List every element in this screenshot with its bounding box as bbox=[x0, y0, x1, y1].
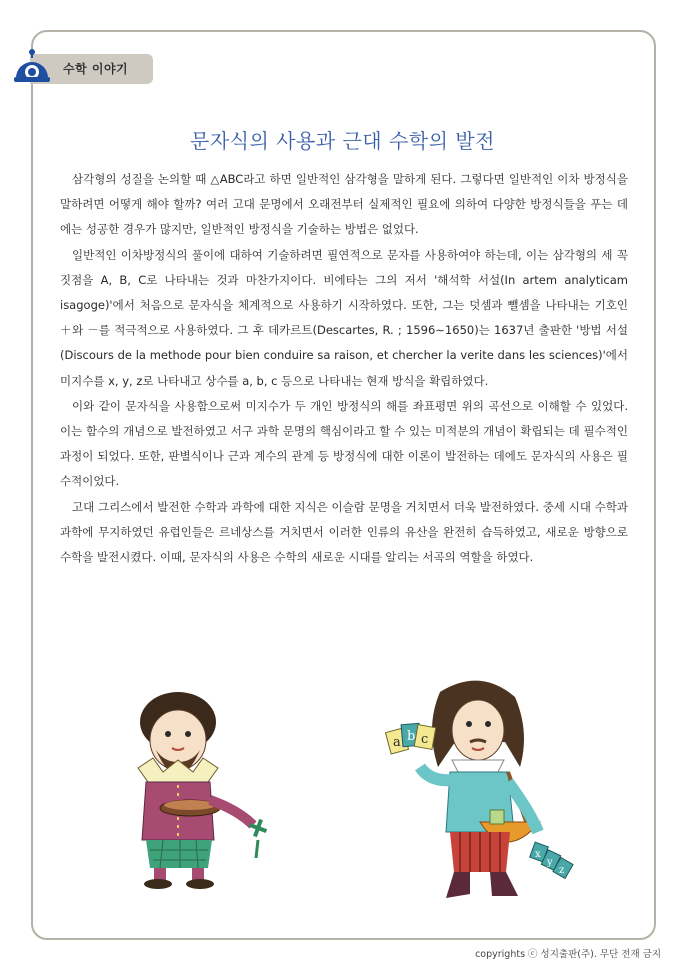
card-letter-x: x bbox=[535, 849, 541, 860]
robot-mascot-icon bbox=[12, 48, 52, 88]
card-letter-a: a bbox=[393, 735, 401, 750]
page-title: 문자식의 사용과 근대 수학의 발전 bbox=[190, 129, 495, 153]
card-letter-c: c bbox=[421, 732, 429, 747]
paragraph-3: 이와 같이 문자식을 사용함으로써 미지수가 두 개인 방정식의 해를 좌표평면 위의 곡선으로 이해할 수 있었다. 이는 함수의 개념으로 발전하였고 서구 과학 문명의 핵심이라고 할 수 있는 미적분의 개념이 확립되는 데 필수적인 과정이 되었다. 또한, 판별식이나 근과 계수의 관계 등 방정식에 대한 이론이 발전하는 데에도 문자식의 사용은 필수적이었다. bbox=[60, 398, 628, 489]
article-body bbox=[60, 167, 628, 570]
paragraph-1: 삼각형의 성질을 논의할 때 △ABC라고 하면 일반적인 삼각형을 말하게 된다. 그렇다면 일반적인 이차 방정식을 말하려면 어떻게 해야 할까? 여러 고대 문명에서 오래전부터 실제적인 필요에 의하여 다양한 방정식들을 푸는 데에는 성공한 경우가 많지만, 일반적인 방정식을 기술하는 방법은 없었다. bbox=[60, 172, 628, 237]
card-letter-z: z bbox=[559, 865, 565, 876]
paragraph-4: 고대 그리스에서 발전한 수학과 과학에 대한 지식은 이슬람 문명을 거치면서 더욱 발전하였다. 중세 시대 수학과 과학에 무지하였던 유럽인들은 르네상스를 거치면서 이러한 인류의 유산을 완전히 습득하였고, 새로운 방향으로 수학을 발전시켰다. 이때, 문자식의 사용은 수학의 새로운 시대를 알리는 서곡의 역할을 하였다. bbox=[60, 499, 628, 565]
descartes-illustration bbox=[380, 672, 580, 907]
paragraph-2: 일반적인 이차방정식의 풀이에 대하여 기술하려면 필연적으로 문자를 사용하여야 하는데, 이는 삼각형의 세 꼭짓점을 A, B, C로 나타내는 것과 마찬가지이다. 비에타는 그의 저서 '해석학 서설(In artem analyticam isagoge)'에서 처음으로 문자식을 체계적으로 사용하기 시작하였다. 또한, 그는 덧셈과 뺄셈을 나타내는 기호인 ＋와 －를 적극적으로 사용하였다. 그 후 데카르트(Descartes, R. ; 1596∼1650)는 1637년 출판한 '방법 서설(Discours de la methode pour bien conduire sa raison, et chercher la verite dans les sciences)'에서 미지수를 x, y, z로 나타내고 상수를 a, b, c 등으로 나타내는 현재 방식을 확립하였다. bbox=[60, 247, 628, 388]
section-tab-label: 수학 이야기 bbox=[63, 62, 129, 76]
card-letter-y: y bbox=[547, 857, 553, 868]
copyright-footer: copyrights ⓒ 성지출판(주). 무단 전재 금지 bbox=[475, 949, 661, 960]
card-letter-b: b bbox=[407, 729, 416, 744]
viete-illustration bbox=[108, 690, 283, 890]
